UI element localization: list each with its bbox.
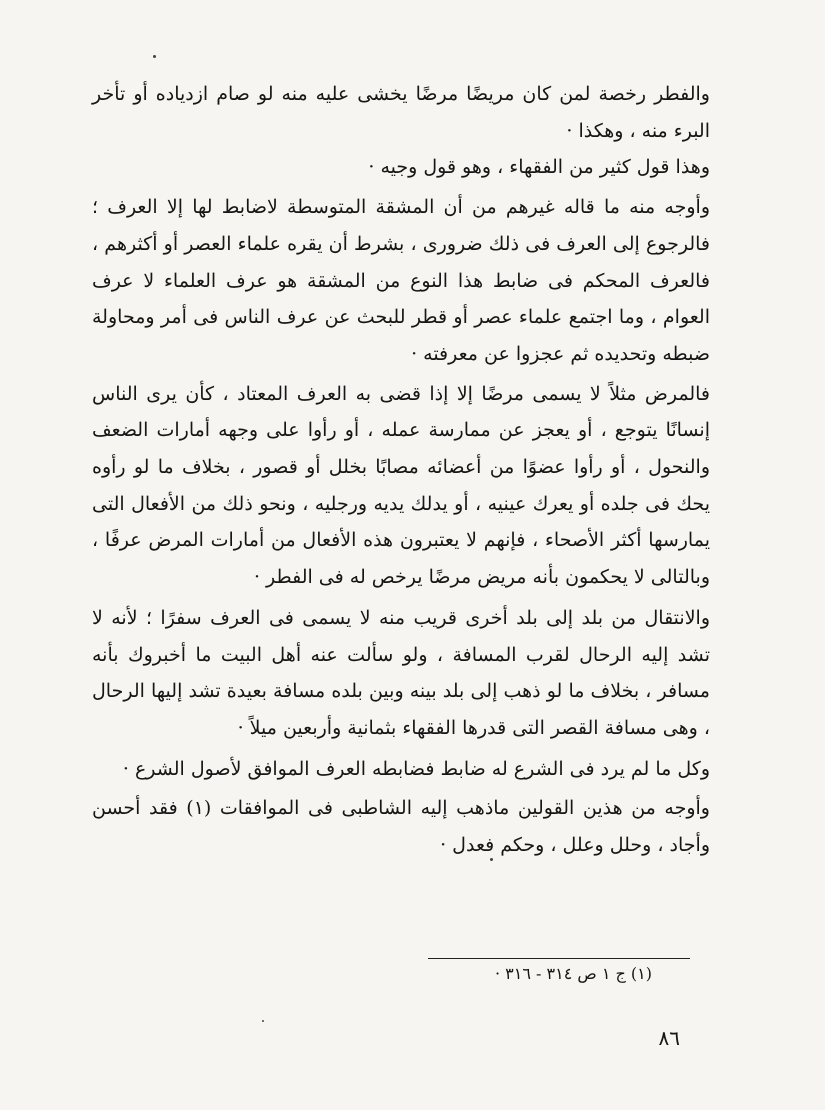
paragraph-6: وكل ما لم يرد فى الشرع له ضابط فضابطه العرف الموافق لأصول الشرع · xyxy=(122,757,710,780)
page-number: ٨٦ xyxy=(658,1026,680,1050)
paragraph-3: وأوجه منه ما قاله غيرهم من أن المشقة المتوسطة لاضابط لها إلا العرف ؛ فالرجوع إلى العرف فى ذلك ضرورى ، بشرط أن يقره علماء العصر أو أكثرهم ، فالعرف المحكم فى ضابط هذا النوع من المشقة هو عرف العلماء لا عرف العوام ، وما اجتمع علماء عصر أو قطر للبحث عن عرف الناس فى أمر ومحاولة ضبطه وتحديده ثم عجزوا عن معرفته · xyxy=(92,196,710,365)
scan-speck xyxy=(153,55,156,58)
scan-speck xyxy=(262,1020,264,1022)
footnote-divider xyxy=(428,958,690,959)
scan-speck xyxy=(490,858,493,861)
paragraph-4: فالمرض مثلاً لا يسمى مرضًا إلا إذا قضى به العرف المعتاد ، كأن يرى الناس إنسانًا يتوجع ، أو يعجز عن ممارسة عمله ، أو رأوا على وجهه أمارات الضعف والنحول ، أو رأوا عضوًا من أعضائه مصابًا بخلل أو قصور ، بخلاف ما لو رأوه يحك فى جلده أو يعرك عينيه ، أو يدلك يديه ورجليه ، ونحو ذلك من الأفعال التى يمارسها أكثر الأصحاء ، فإنهم لا يعتبرون هذه الأفعال من أمارات المرض عرفًا ، وبالتالى لا يحكمون بأنه مريض مرضًا يرخص له فى الفطر · xyxy=(92,382,710,589)
paragraph-5: والانتقال من بلد إلى بلد أخرى قريب منه لا يسمى فى العرف سفرًا ؛ لأنه لا تشد إليه الرحال لقرب المسافة ، ولو سألت عنه أهل البيت ما أخبروك بأنه مسافر ، بخلاف ما لو ذهب إلى بلد بينه وبين بلده مسافة بعيدة تشد إليها الرحال ، وهى مسافة القصر التى قدرها الفقهاء بثمانية وأربعين ميلاً · xyxy=(92,606,710,739)
paragraph-2: وهذا قول كثير من الفقهاء ، وهو قول وجيه · xyxy=(368,156,710,179)
body-text xyxy=(92,76,710,864)
footnote: (١) ج ١ ص ٣١٤ - ٣١٦ · xyxy=(494,964,652,983)
paragraph-1: والفطر رخصة لمن كان مريضًا مرضًا يخشى عليه منه لو صام ازدياده أو تأخر البرء منه ، وهكذا · xyxy=(92,83,710,142)
paragraph-7: وأوجه من هذين القولين ماذهب إليه الشاطبى فى الموافقات (١) فقد أحسن وأجاد ، وحلل وعلل ، وحكم فعدل · xyxy=(92,797,710,857)
